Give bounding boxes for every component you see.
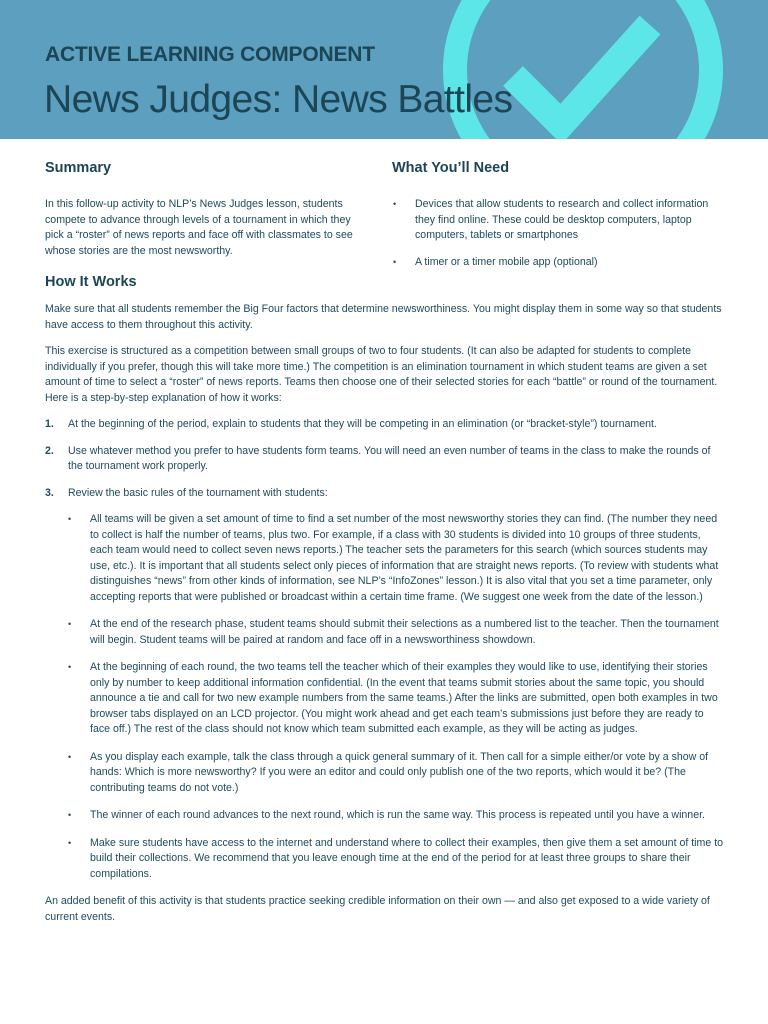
rule-item: • At the end of the research phase, student teams should submit their selections as a numbered list to the teacher. Then the tournament will begin. Student teams will be paired at random and face off in a newsworthiness showdown. — [68, 617, 725, 648]
rule-item: • Make sure students have access to the internet and understand where to collect their examples, then give them a set amount of time to build their collections. We recommend that you leave enough time at the end of the period for at least three groups to share their compilations. — [68, 836, 725, 883]
step-item — [45, 444, 725, 475]
rule-item: • At the beginning of each round, the two teams tell the teacher which of their examples they would like to use, identifying their stories only by number to keep additional information confidential. (In the event that teams submit stories about the same topic, you should announce a tie and call for two new example numbers from the same teams.) After the links are submitted, open both examples in two browser tabs displayed on an LCD projector. (You might work ahead and get each team’s submissions just before they are ready to face off.) The rest of the class should not know which team submitted each example, as they will be acting as judges. — [68, 660, 725, 738]
rule-item: • All teams will be given a set amount of time to find a set number of the most newsworthy stories they can find. (The number they need to collect is half the number of teams, plus two. For example, if a class with 30 students is divided into 10 groups of three students, each team would need to collect seven news reports.) The teacher sets the parameters for this search (which sources students may use, etc.). It is important that all students select only pieces of information that are straight news reports. (To review with students what distinguishes “news” from other kinds of information, see NLP’s “InfoZones” lesson.) It is also vital that you set a time parameter, only accepting reports that were published or broadcast within a certain time frame. (We suggest one week from the date of the lesson.) — [68, 512, 725, 605]
rule-item: • As you display each example, talk the class through a quick general summary of it. Then call for a simple either/or vote by a show of hands: Which is more newsworthy? If you were an editor and could only publish one of the two reports, which would it be? (The contributing teams do not vote.) — [68, 750, 725, 797]
how-heading: How It Works — [45, 274, 137, 290]
needs-list — [392, 197, 722, 270]
step-text: Use whatever method you prefer to have students form teams. You will need an even number of teams in the class to make the rounds of the tournament work properly. — [68, 444, 711, 472]
summary-section — [45, 160, 367, 259]
rules-list — [68, 512, 725, 882]
step-text: At the beginning of the period, explain to students that they will be competing in an elimination (or “bracket-style”) tournament. — [68, 418, 657, 430]
step-number: 3. — [45, 486, 54, 499]
needs-section — [392, 160, 722, 281]
step-number: 1. — [45, 418, 54, 430]
steps-list — [45, 417, 725, 882]
how-it-works-section — [45, 274, 725, 936]
summary-heading: Summary — [45, 160, 112, 176]
rule-item: • The winner of each round advances to the next round, which is run the same way. This process is repeated until you have a winner. — [68, 808, 725, 824]
summary-text: In this follow-up activity to NLP’s News Judges lesson, students compete to advance through levels of a tournament in which they pick a “roster” of news reports and face off with classmates to see whose stories are the most newsworthy. — [45, 198, 353, 257]
step-text: Review the basic rules of the tournament with students: — [68, 486, 328, 499]
header-banner — [0, 0, 768, 139]
step-number: 2. — [45, 444, 54, 457]
needs-heading: What You’ll Need — [392, 160, 510, 176]
intro-paragraph: This exercise is structured as a competition between small groups of two to four students. (It can also be adapted for students to complete individually if you prefer, though this will take more time.) The competition is an elimination tournament in which student teams are given a set amount of time to select a “roster” of news reports. Teams then choose one of their selected stories for each “battle” or round of the tournament. Here is a step-by-step explanation of how it works: — [45, 345, 718, 404]
component-label: ACTIVE LEARNING COMPONENT — [45, 43, 375, 66]
needs-item: • A timer or a timer mobile app (optional) — [392, 255, 722, 271]
closing-paragraph: An added benefit of this activity is that students practice seeking credible information on their own — and also get exposed to a wide variety of current events. — [45, 895, 710, 923]
intro-paragraph: Make sure that all students remember the Big Four factors that determine newsworthiness. You might display them in some way so that students have access to them throughout this activity. — [45, 303, 722, 331]
needs-item: • Devices that allow students to research and collect information they find online. These could be desktop computers, laptop computers, tablets or smartphones — [392, 197, 722, 244]
step-item — [45, 486, 725, 883]
page-title: News Judges: News Battles — [44, 78, 513, 121]
step-item — [45, 417, 725, 433]
